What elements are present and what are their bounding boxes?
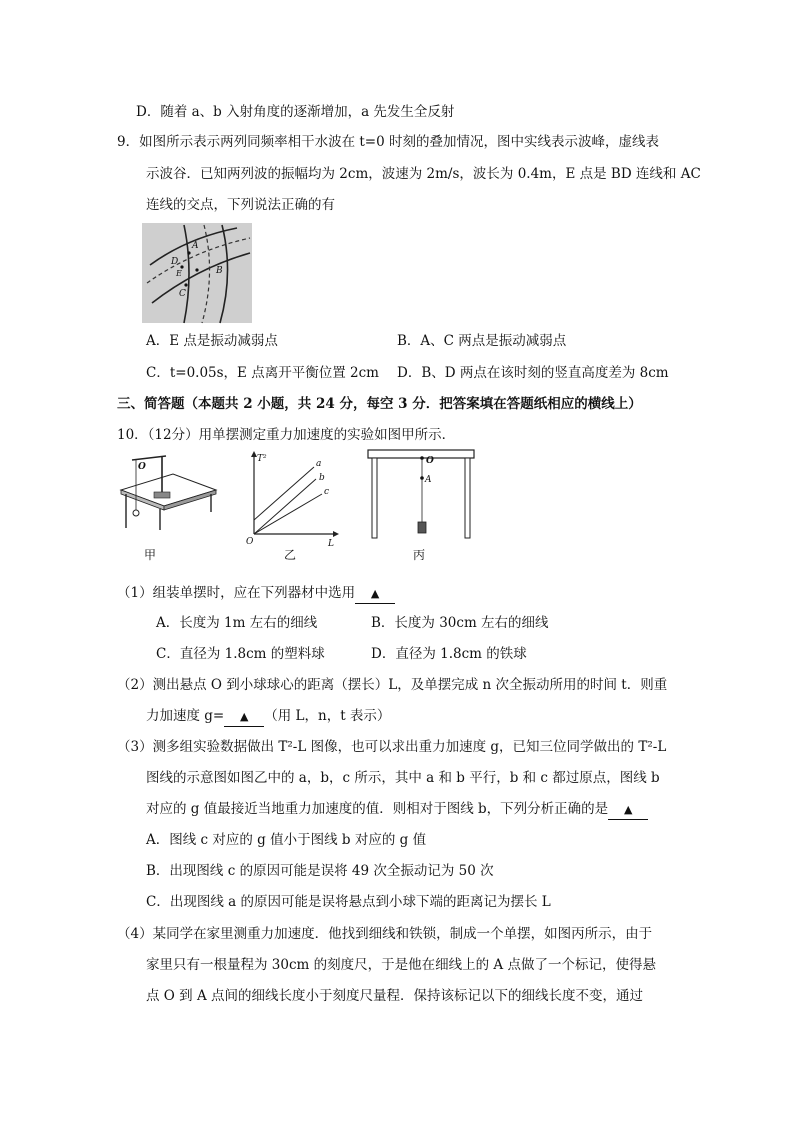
figure-bing [366, 448, 476, 540]
q10-stem: 10．（12分）用单摆测定重力加速度的实验如图甲所示． [117, 427, 456, 443]
q10-part4-line1: （4）某同学在家里测重力加速度．他找到细线和铁锁，制成一个单摆，如图丙所示，由于 [117, 926, 653, 942]
bing-label-a: A [425, 475, 432, 485]
yi-line-b-label: b [319, 473, 325, 483]
q10-part2-text-b: （用 L，n，t 表示） [264, 708, 391, 724]
wave-interference-figure [142, 223, 252, 323]
wave-label-a: A [192, 241, 199, 251]
wave-label-c: C [179, 289, 186, 299]
wave-label-d: D [171, 257, 179, 267]
yi-x-axis-label: L [328, 539, 334, 549]
q10-part1-option-d: D．直径为 1.8cm 的铁球 [371, 646, 527, 662]
q8-option-d: D．随着 a、b 入射角度的逐渐增加，a 先发生全反射 [136, 104, 455, 120]
figure-yi-caption: 乙 [284, 548, 297, 562]
figure-jia [118, 450, 218, 530]
yi-origin-label: O [246, 537, 254, 547]
yi-y-axis-label: T² [257, 454, 267, 464]
q10-part3-line2: 图线的示意图如图乙中的 a，b，c 所示，其中 a 和 b 平行，b 和 c 都过原点，图线 b [146, 770, 660, 786]
q10-part1-option-a: A．长度为 1m 左右的细线 [156, 615, 318, 631]
q10-part2-line2 [146, 707, 390, 727]
q10-part1-option-c: C．直径为 1.8cm 的塑料球 [156, 646, 325, 662]
q10-part4-line3: 点 O 到 A 点间的细线长度小于刻度尺量程．保持该标记以下的细线长度不变，通过 [146, 988, 643, 1004]
answer-blank-2: ▲ [224, 708, 264, 727]
q9-option-b: B．A、C 两点是振动减弱点 [397, 333, 567, 349]
q10-part2-line1: （2）测出悬点 O 到小球球心的距离（摆长）L，及单摆完成 n 次全振动所用的时间 t．则重 [117, 677, 668, 693]
q10-part3-option-c: C．出现图线 a 的原因可能是误将悬点到小球下端的距离记为摆长 L [146, 894, 551, 910]
q9-option-c: C．t=0.05s，E 点离开平衡位置 2cm [146, 365, 379, 381]
q9-stem-line1: 9．如图所示表示两列同频率相干水波在 t=0 时刻的叠加情况，图中实线表示波峰，虚线表 [117, 134, 659, 150]
q10-part3-line3 [146, 800, 648, 820]
yi-line-c-label: c [324, 487, 330, 497]
q10-part3-line1: （3）测多组实验数据做出 T²-L 图像，也可以求出重力加速度 g，已知三位同学做出的 T²-L [117, 739, 667, 755]
yi-line-a-label: a [316, 459, 322, 469]
figure-jia-caption: 甲 [144, 548, 157, 562]
figure-bing-caption: 丙 [413, 548, 426, 562]
wave-label-e: E [176, 269, 182, 278]
answer-blank-1: ▲ [355, 585, 395, 604]
q10-part4-line2: 家里只有一根量程为 30cm 的刻度尺，于是他在细线上的 A 点做了一个标记，使得悬 [146, 957, 656, 973]
q10-part3-option-a: A．图线 c 对应的 g 值小于图线 b 对应的 g 值 [146, 832, 427, 848]
q9-stem-line3: 连线的交点，下列说法正确的有 [146, 197, 335, 213]
q10-part1 [117, 584, 395, 604]
q10-part2-text-a: 力加速度 g= [146, 708, 225, 724]
section-3-heading: 三、简答题（本题共 2 小题，共 24 分，每空 3 分．把答案填在答题纸相应的横线上） [117, 396, 642, 412]
q9-option-d: D．B、D 两点在该时刻的竖直高度差为 8cm [397, 365, 669, 381]
bing-label-o: O [426, 456, 434, 466]
q9-stem-line2: 示波谷．已知两列波的振幅均为 2cm，波速为 2m/s，波长为 0.4m，E 点是 BD 连线和 AC [146, 166, 701, 182]
jia-label-o: O [138, 462, 146, 472]
figure-yi-graph [244, 450, 344, 549]
q10-part3-option-b: B．出现图线 c 的原因可能是误将 49 次全振动记为 50 次 [146, 863, 494, 879]
wave-label-b: B [216, 266, 223, 276]
q10-part1-text: （1）组装单摆时，应在下列器材中选用 [117, 585, 356, 601]
q10-part3-text: 对应的 g 值最接近当地重力加速度的值．则相对于图线 b，下列分析正确的是 [146, 801, 609, 817]
answer-blank-3: ▲ [608, 801, 648, 820]
q9-option-a: A．E 点是振动减弱点 [146, 333, 278, 349]
q10-part1-option-b: B．长度为 30cm 左右的细线 [371, 615, 549, 631]
